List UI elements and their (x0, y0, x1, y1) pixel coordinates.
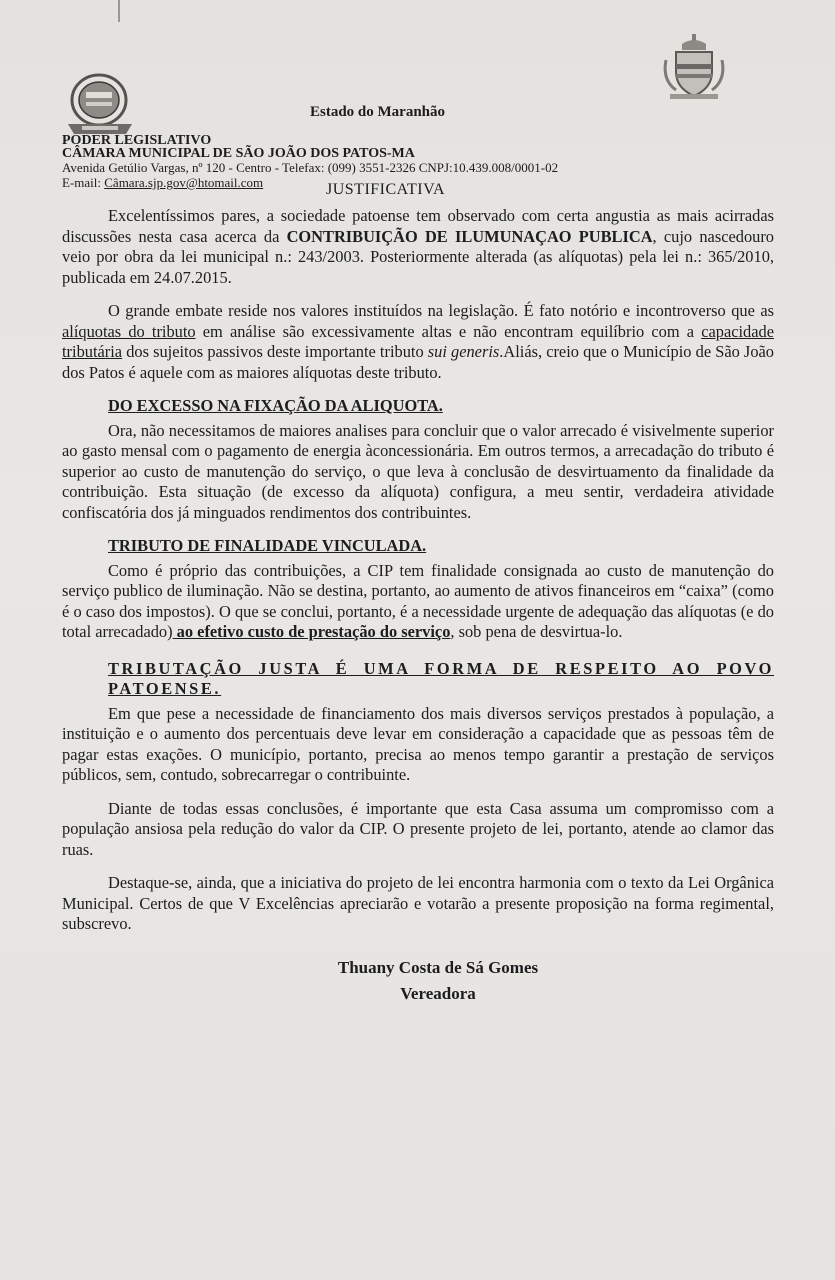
state-name: Estado do Maranhão (310, 104, 446, 120)
bold-term: CONTRIBUIÇÃO DE ILUMUNAÇAO PUBLICA (286, 226, 653, 246)
document-title: JUSTIFICATIVA (326, 181, 446, 198)
email-link[interactable]: Câmara.sjp.gov@htomail.com (104, 175, 264, 190)
header-address: Avenida Getúlio Vargas, nº 120 - Centro - Telefax: (099) 3551-2326 CNPJ:10.439.008/0001-02 (62, 160, 559, 175)
section-heading-tributacao: TRIBUTAÇÃO JUSTA É UMA FORMA DE RESPEITO AO POVO PATOENSE. (108, 658, 774, 698)
paper-fold (118, 0, 120, 22)
document-body (62, 206, 774, 1007)
paragraph-tributacao: Em que pese a necessidade de financiamento dos mais diversos serviços prestados à população, a instituição e o aumento dos percentuais deve levar em consideração a capacidade que as pessoas têm de pagar estas exações. O município, portanto, precisa ao menos tempo garantir a prestação de serviços públicos, sem, contudo, sobrecarregar o contribuinte. (62, 703, 774, 784)
paragraph-embate: O grande embate reside nos valores instituídos na legislação. É fato notório e incontroverso que as alíquotas do tributo em análise são excessivamente altas e não encontram equilíbrio com a capacidade tributária dos sujeitos passivos deste importante tributo sui generis.Aliás, creio que o Município de São João dos Patos é aquele com as maiores alíquotas deste tributo. (62, 301, 774, 382)
signatory-role: Vereadora (400, 983, 476, 1003)
paragraph-conclusoes: Diante de todas essas conclusões, é importante que esta Casa assuma um compromisso com a população ansiosa pela redução do valor da CIP. O presente projeto de lei, portanto, atende ao clamor das ruas. (62, 798, 774, 859)
paragraph-destaque: Destaque-se, ainda, que a iniciativa do projeto de lei encontra harmonia com o texto da Lei Orgânica Municipal. Certos de que V Excelências apreciarão e votarão a presente proposição na forma regimental, subscrevo. (62, 873, 774, 933)
signatory-name: Thuany Costa de Sá Gomes (337, 957, 539, 977)
section-heading-finalidade: TRIBUTO DE FINALIDADE VINCULADA. (108, 536, 427, 555)
section-heading-excesso: DO EXCESSO NA FIXAÇÃO DA ALIQUOTA. (108, 396, 443, 415)
coat-of-arms-icon (662, 30, 726, 102)
header-power: PODER LEGISLATIVO (62, 133, 212, 148)
paragraph-excesso: Ora, não necessitamos de maiores analises para concluir que o valor arrecado é visivelmente superior ao gasto mensal com o pagamento de energia àconcessionária. Em outros termos, a arrecadação do tributo é superior ao custo de manutenção do serviço, o que leva à conclusão de desvirtuamento da finalidade da contribuição. Esta situação (de excesso da alíquota) configura, a meu sentir, verdadeira atividade confiscatória dos já minguados rendimentos dos contribuintes. (62, 420, 774, 522)
header-email (62, 176, 263, 190)
paragraph-finalidade: Como é próprio das contribuições, a CIP tem finalidade consignada ao custo de manutenção do serviço publico de iluminação. Não se destina, portanto, ao aumento de ativos financeiros em “caixa” (como é o caso dos impostos). O que se conclui, portanto, é a necessidade urgente de adequação das alíquotas (e do total arrecadado) ao efetivo custo de prestação do serviço, sob pena de desvirtua-lo. (62, 560, 774, 641)
email-label: E-mail: (62, 175, 105, 190)
header-chamber: CÂMARA MUNICIPAL DE SÃO JOÃO DOS PATOS-MA (62, 146, 415, 161)
municipal-seal-icon (66, 72, 136, 136)
paragraph-intro: Excelentíssimos pares, a sociedade patoense tem observado com certa angustia as mais acirradas discussões nesta casa acerca da CONTRIBUIÇÃO DE ILUMUNAÇAO PUBLICA, cujo nascedouro veio por obra da lei municipal n.: 243/2003. Posteriormente alterada (as alíquotas) pela lei n.: 365/2010, publicada em 24.07.2015. (62, 206, 774, 287)
signature-block (62, 955, 774, 1007)
